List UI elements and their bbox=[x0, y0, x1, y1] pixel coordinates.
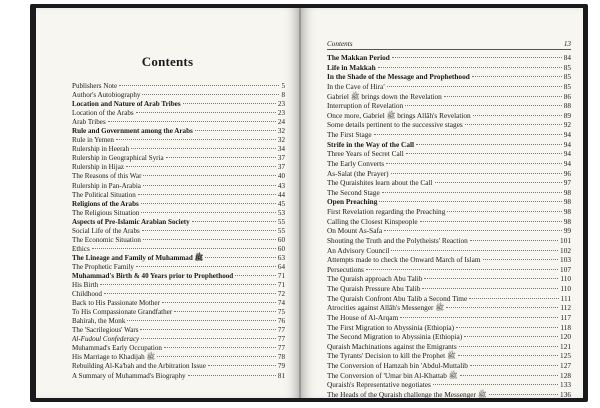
toc-leader-dots bbox=[136, 112, 276, 113]
toc-entry-title: The Quraishites learn about the Call bbox=[327, 178, 433, 188]
toc-leader-dots bbox=[162, 302, 276, 303]
toc-entry bbox=[327, 140, 571, 150]
toc-entry bbox=[327, 294, 571, 304]
toc-entry bbox=[327, 130, 571, 140]
toc-entry bbox=[72, 290, 285, 299]
toc-leader-dots bbox=[456, 327, 558, 328]
toc-entry-page: 81 bbox=[277, 371, 285, 380]
toc-entry bbox=[72, 317, 285, 326]
toc-entry-title: On Mount As-Safa bbox=[327, 226, 383, 236]
toc-entry bbox=[72, 263, 285, 272]
toc-entry bbox=[72, 362, 285, 371]
toc-leader-dots bbox=[164, 347, 276, 348]
toc-leader-dots bbox=[382, 192, 562, 193]
toc-entry-page: 94 bbox=[563, 130, 571, 139]
toc-leader-dots bbox=[374, 134, 562, 135]
toc-entry-title: The Early Converts bbox=[327, 158, 385, 168]
toc-entry-page: 120 bbox=[560, 332, 571, 342]
toc-entry-page: 37 bbox=[277, 154, 285, 163]
toc-entry-title: Open Preaching bbox=[327, 197, 378, 207]
toc-entry bbox=[327, 217, 571, 227]
toc-entry-title: The Economic Situation bbox=[72, 235, 141, 244]
toc-entry bbox=[72, 218, 285, 227]
toc-leader-dots bbox=[188, 375, 276, 376]
toc-entry-title: His Birth bbox=[72, 281, 99, 290]
toc-entry-page: 55 bbox=[277, 217, 285, 226]
toc-entry-page: 88 bbox=[563, 101, 571, 111]
toc-entry-title: Atrocities against Allâh's Messenger ﷺ bbox=[327, 303, 445, 313]
toc-entry bbox=[327, 111, 571, 121]
toc-leader-dots bbox=[205, 257, 276, 258]
toc-leader-dots bbox=[235, 275, 276, 276]
toc-entry-title: Calling the Closest Kinspeople bbox=[327, 216, 418, 226]
toc-leader-dots bbox=[473, 115, 562, 116]
toc-entry-title: Rulership in Pan-Arabia bbox=[72, 181, 141, 190]
toc-entry-page: 23 bbox=[277, 109, 285, 118]
toc-leader-dots bbox=[143, 185, 276, 186]
toc-entry-page: 96 bbox=[563, 168, 571, 178]
toc-leader-dots bbox=[141, 212, 276, 213]
toc-entry-page: 112 bbox=[560, 303, 571, 313]
toc-entry-page: 117 bbox=[560, 312, 571, 322]
toc-entry bbox=[72, 191, 285, 200]
toc-entry-title: Aspects of Pre-Islamic Arabian Society bbox=[72, 217, 190, 226]
toc-entry-title: Social Life of the Arabs bbox=[72, 226, 140, 235]
toc-entry-page: 98 bbox=[563, 197, 571, 207]
toc-entry bbox=[327, 169, 571, 179]
toc-entry-title: The Second Stage bbox=[327, 187, 380, 197]
toc-entry-page: 76 bbox=[277, 317, 285, 326]
toc-entry bbox=[72, 136, 285, 145]
toc-entry bbox=[327, 178, 571, 188]
toc-leader-dots bbox=[391, 173, 562, 174]
toc-entry bbox=[72, 209, 285, 218]
toc-entry-title: A Summary of Muhammad's Biography bbox=[72, 371, 186, 380]
toc-leader-dots bbox=[379, 201, 561, 202]
toc-entry-title: Shouting the Truth and the Polytheists' Reaction bbox=[327, 235, 468, 245]
toc-entry bbox=[327, 371, 571, 381]
toc-entry-page: 77 bbox=[277, 344, 285, 353]
toc-leader-dots bbox=[446, 307, 558, 308]
toc-entry-title: The Quraish approach Abu Talib bbox=[327, 274, 423, 284]
toc-entry-title: Some details pertinent to the successive stages bbox=[327, 120, 463, 130]
toc-leader-dots bbox=[116, 139, 276, 140]
toc-entry-title: Strife in the Way of the Call bbox=[327, 139, 415, 149]
toc-entry-title: An Advisory Council bbox=[327, 245, 390, 255]
toc-leader-dots bbox=[126, 166, 276, 167]
toc-entry-page: 37 bbox=[277, 163, 285, 172]
toc-entry-title: Quraish's Representative negotiates bbox=[327, 380, 431, 390]
toc-leader-dots bbox=[92, 248, 276, 249]
toc-entry-title: In the Shade of the Message and Prophethood bbox=[327, 72, 470, 82]
toc-leader-dots bbox=[416, 144, 562, 145]
toc-entry bbox=[327, 82, 571, 92]
toc-entry-page: 125 bbox=[560, 351, 571, 361]
toc-entry-title: The 'Sacrilegious' Wars bbox=[72, 326, 139, 335]
right-toc-list bbox=[327, 53, 571, 398]
toc-leader-dots bbox=[420, 221, 562, 222]
toc-entry-title: His Marriage to Khadijah ﷺ bbox=[72, 353, 156, 362]
toc-entry-page: 32 bbox=[277, 127, 285, 136]
toc-entry-page: 72 bbox=[277, 290, 285, 299]
toc-entry-page: 92 bbox=[563, 120, 571, 130]
toc-leader-dots bbox=[174, 311, 276, 312]
toc-entry-page: 98 bbox=[563, 207, 571, 216]
toc-leader-dots bbox=[469, 298, 558, 299]
toc-entry-page: 60 bbox=[277, 244, 285, 253]
toc-entry bbox=[327, 92, 571, 102]
toc-entry-page: 136 bbox=[560, 389, 571, 398]
toc-leader-dots bbox=[424, 278, 558, 279]
toc-entry-title: First Revelation regarding the Preaching bbox=[327, 207, 446, 216]
toc-entry bbox=[72, 145, 285, 154]
toc-entry bbox=[327, 236, 571, 246]
toc-entry-page: 101 bbox=[560, 235, 571, 245]
toc-entry bbox=[72, 154, 285, 163]
toc-entry-page: 64 bbox=[277, 262, 285, 271]
toc-entry-title: Three Years of Secret Call bbox=[327, 149, 404, 159]
running-head-page-number: 13 bbox=[563, 40, 571, 48]
toc-entry-title: The Prophetic Family bbox=[72, 262, 134, 271]
toc-leader-dots bbox=[141, 203, 276, 204]
toc-entry-page: 86 bbox=[563, 91, 571, 101]
toc-entry-page: 127 bbox=[560, 361, 571, 370]
toc-entry-page: 8 bbox=[281, 91, 285, 100]
toc-entry-title: Quraish Machinations against the Emigrants bbox=[327, 341, 457, 351]
toc-entry-page: 63 bbox=[277, 253, 285, 262]
toc-entry bbox=[327, 361, 571, 371]
toc-entry-title: Back to His Passionate Mother bbox=[72, 299, 160, 308]
toc-entry bbox=[72, 272, 285, 281]
toc-entry-page: 121 bbox=[560, 341, 571, 351]
toc-leader-dots bbox=[108, 121, 276, 122]
toc-entry-page: 60 bbox=[277, 235, 285, 244]
toc-entry-title: The Second Migration to Abyssinia (Ethiopia) bbox=[327, 332, 463, 342]
toc-entry bbox=[72, 254, 285, 263]
toc-entry-title: Rulership in Hijaz bbox=[72, 163, 125, 172]
toc-leader-dots bbox=[192, 221, 276, 222]
toc-leader-dots bbox=[483, 259, 558, 260]
toc-leader-dots bbox=[157, 356, 276, 357]
toc-leader-dots bbox=[384, 230, 562, 231]
toc-entry-title: In the Cave of Hira' bbox=[327, 81, 385, 91]
toc-leader-dots bbox=[405, 105, 562, 106]
running-head-title: Contents bbox=[327, 40, 353, 48]
toc-entry-title: The First Migration to Abyssinia (Ethiopia) bbox=[327, 322, 455, 332]
toc-entry-title: Attempts made to check the Onward March of Islam bbox=[327, 255, 481, 265]
toc-entry bbox=[327, 342, 571, 352]
toc-entry-page: 110 bbox=[560, 284, 571, 293]
toc-entry-page: 44 bbox=[277, 190, 285, 199]
toc-entry-page: 40 bbox=[277, 172, 285, 181]
toc-entry-page: 74 bbox=[277, 299, 285, 308]
toc-entry bbox=[327, 284, 571, 294]
toc-entry-page: 133 bbox=[560, 380, 571, 390]
toc-entry bbox=[327, 265, 571, 275]
toc-entry-title: The Tyrants' Decision to kill the Prophet ﷺ bbox=[327, 351, 456, 361]
toc-entry bbox=[327, 53, 571, 63]
toc-entry-title: The Conversion of 'Umar bin Al-Khattab ﷺ bbox=[327, 370, 458, 380]
toc-entry bbox=[327, 120, 571, 130]
toc-entry-title: Al-Fudoul Confederacy bbox=[72, 335, 140, 344]
toc-entry-page: 94 bbox=[563, 158, 571, 168]
toc-entry bbox=[327, 323, 571, 333]
toc-entry-title: Rule in Yemen bbox=[72, 136, 114, 145]
toc-leader-dots bbox=[138, 194, 276, 195]
toc-entry bbox=[327, 380, 571, 390]
running-head bbox=[327, 40, 571, 50]
toc-entry-title: Childhood bbox=[72, 290, 102, 299]
toc-leader-dots bbox=[140, 329, 275, 330]
toc-entry bbox=[327, 351, 571, 361]
toc-entry-title: Location and Nature of Arab Tribes bbox=[72, 100, 181, 109]
toc-entry bbox=[327, 188, 571, 198]
toc-entry-page: 97 bbox=[563, 178, 571, 188]
toc-entry-page: 94 bbox=[563, 149, 571, 159]
toc-entry bbox=[327, 274, 571, 284]
toc-entry-title: Location of the Arabs bbox=[72, 109, 134, 118]
toc-entry bbox=[72, 118, 285, 127]
toc-leader-dots bbox=[435, 182, 562, 183]
toc-leader-dots bbox=[391, 250, 558, 251]
toc-entry-page: 55 bbox=[277, 226, 285, 235]
toc-entry bbox=[327, 197, 571, 207]
toc-leader-dots bbox=[183, 103, 276, 104]
toc-entry bbox=[327, 226, 571, 236]
left-toc-list bbox=[72, 82, 285, 381]
toc-entry-title: Rulership in Heerah bbox=[72, 145, 130, 154]
toc-entry bbox=[72, 372, 285, 381]
toc-entry-page: 85 bbox=[563, 62, 571, 72]
toc-entry bbox=[72, 100, 285, 109]
toc-entry-page: 103 bbox=[560, 255, 571, 265]
toc-leader-dots bbox=[127, 320, 276, 321]
toc-entry-page: 85 bbox=[563, 72, 571, 82]
toc-entry-title: The Reasons of this War bbox=[72, 172, 142, 181]
toc-entry-title: Gabriel ﷺ brings down the Revelation bbox=[327, 91, 442, 101]
toc-entry-page: 45 bbox=[277, 199, 285, 208]
toc-leader-dots bbox=[366, 269, 558, 270]
toc-entry bbox=[327, 101, 571, 111]
toc-entry-page: 85 bbox=[563, 81, 571, 91]
toc-entry bbox=[72, 200, 285, 209]
toc-leader-dots bbox=[444, 96, 562, 97]
toc-entry-page: 23 bbox=[277, 100, 285, 109]
toc-leader-dots bbox=[465, 124, 562, 125]
toc-entry-title: The Political Situation bbox=[72, 190, 136, 199]
toc-leader-dots bbox=[142, 94, 279, 95]
toc-entry bbox=[72, 82, 285, 91]
toc-entry-page: 71 bbox=[277, 271, 285, 280]
toc-entry-title: The Religious Situation bbox=[72, 208, 140, 217]
toc-leader-dots bbox=[378, 67, 562, 68]
toc-leader-dots bbox=[458, 355, 558, 356]
toc-leader-dots bbox=[100, 284, 276, 285]
toc-entry-page: 34 bbox=[277, 145, 285, 154]
toc-entry-page: 79 bbox=[277, 362, 285, 371]
toc-leader-dots bbox=[136, 266, 276, 267]
toc-leader-dots bbox=[447, 211, 561, 212]
toc-entry-title: Muhammad's Early Occupation bbox=[72, 344, 162, 353]
toc-entry bbox=[327, 63, 571, 73]
toc-leader-dots bbox=[472, 76, 562, 77]
toc-leader-dots bbox=[104, 293, 276, 294]
left-page bbox=[36, 8, 299, 398]
toc-leader-dots bbox=[464, 336, 558, 337]
toc-entry bbox=[72, 109, 285, 118]
toc-entry-page: 71 bbox=[277, 281, 285, 290]
toc-entry-title: The Makkan Period bbox=[327, 53, 390, 62]
toc-entry bbox=[72, 91, 285, 100]
toc-entry bbox=[72, 127, 285, 136]
toc-entry-page: 98 bbox=[563, 216, 571, 226]
right-page bbox=[301, 8, 583, 398]
toc-entry-title: Arab Tribes bbox=[72, 118, 106, 127]
toc-entry-title: Religions of the Arabs bbox=[72, 199, 139, 208]
toc-leader-dots bbox=[143, 239, 276, 240]
toc-entry-title: Author's Autobiography bbox=[72, 91, 141, 100]
toc-leader-dots bbox=[400, 317, 558, 318]
toc-leader-dots bbox=[459, 346, 558, 347]
toc-entry-title: The Quraish Confront Abu Talib a Second Time bbox=[327, 293, 468, 303]
toc-entry-title: Rule and Government among the Arabs bbox=[72, 127, 193, 136]
toc-leader-dots bbox=[422, 288, 558, 289]
toc-entry-page: 102 bbox=[560, 245, 571, 255]
toc-entry-title: Ethics bbox=[72, 244, 90, 253]
toc-leader-dots bbox=[460, 375, 559, 376]
toc-entry bbox=[72, 326, 285, 335]
toc-leader-dots bbox=[143, 175, 275, 176]
toc-entry bbox=[72, 163, 285, 172]
toc-leader-dots bbox=[406, 153, 562, 154]
toc-leader-dots bbox=[119, 85, 279, 86]
toc-entry bbox=[327, 390, 571, 398]
toc-entry-page: 98 bbox=[563, 187, 571, 197]
toc-entry bbox=[72, 245, 285, 254]
toc-leader-dots bbox=[142, 230, 276, 231]
toc-entry bbox=[72, 182, 285, 191]
toc-entry bbox=[327, 149, 571, 159]
toc-entry-title: Muhammad's Birth & 40 Years prior to Prophethood bbox=[72, 271, 234, 280]
toc-leader-dots bbox=[489, 394, 558, 395]
toc-entry-title: The First Stage bbox=[327, 130, 372, 139]
toc-entry-title: Interruption of Revelation bbox=[327, 101, 404, 111]
toc-entry bbox=[327, 207, 571, 217]
toc-entry-title: The House of Al-Arqam bbox=[327, 312, 399, 322]
toc-leader-dots bbox=[433, 384, 558, 385]
toc-entry-page: 32 bbox=[277, 136, 285, 145]
toc-entry-page: 24 bbox=[277, 118, 285, 127]
toc-entry-title: To His Compassionate Grandfather bbox=[72, 308, 173, 317]
toc-entry bbox=[327, 303, 571, 313]
toc-leader-dots bbox=[195, 130, 276, 131]
toc-leader-dots bbox=[166, 157, 276, 158]
toc-entry bbox=[72, 172, 285, 181]
toc-leader-dots bbox=[131, 148, 276, 149]
toc-entry-title: Once more, Gabriel ﷺ brings Allâh's Revelation bbox=[327, 110, 471, 120]
toc-entry-title: Persecutions bbox=[327, 264, 364, 274]
toc-entry bbox=[72, 335, 285, 344]
toc-entry-page: 84 bbox=[563, 53, 571, 62]
toc-entry-title: The Lineage and Family of Muhammad ﷺ bbox=[72, 253, 204, 262]
toc-entry-page: 94 bbox=[563, 139, 571, 149]
toc-entry-title: Rebuilding Al-Ka'bah and the Arbitration Issue bbox=[72, 362, 206, 371]
toc-entry-page: 110 bbox=[560, 274, 571, 284]
toc-entry bbox=[72, 308, 285, 317]
toc-entry-title: The Heads of the Quraish challenge the Messenger ﷺ bbox=[327, 389, 487, 398]
toc-leader-dots bbox=[392, 57, 562, 58]
toc-entry bbox=[72, 353, 285, 362]
toc-leader-dots bbox=[470, 365, 558, 366]
toc-entry-page: 111 bbox=[560, 293, 571, 303]
toc-leader-dots bbox=[208, 365, 276, 366]
toc-entry-page: 118 bbox=[560, 322, 571, 332]
toc-entry-title: The Conversion of Hamzah bin 'Abdul-Muttalib bbox=[327, 361, 468, 370]
toc-entry-page: 5 bbox=[281, 82, 285, 90]
toc-entry-page: 77 bbox=[277, 335, 285, 344]
toc-entry-page: 77 bbox=[277, 326, 285, 335]
toc-entry bbox=[327, 313, 571, 323]
toc-entry-page: 75 bbox=[277, 308, 285, 317]
toc-entry bbox=[72, 299, 285, 308]
toc-entry bbox=[72, 281, 285, 290]
toc-entry-title: Rulership in Geographical Syria bbox=[72, 154, 164, 163]
toc-entry bbox=[72, 227, 285, 236]
toc-entry-page: 78 bbox=[277, 353, 285, 362]
toc-entry bbox=[327, 159, 571, 169]
toc-entry bbox=[327, 332, 571, 342]
toc-entry-page: 128 bbox=[560, 370, 571, 380]
toc-entry-page: 89 bbox=[563, 110, 571, 120]
toc-entry bbox=[327, 246, 571, 256]
toc-leader-dots bbox=[386, 163, 562, 164]
toc-entry bbox=[327, 72, 571, 82]
contents-heading: Contents bbox=[141, 54, 194, 69]
toc-entry-title: As-Salat (the Prayer) bbox=[327, 168, 389, 178]
toc-entry-title: The Quraish Pressure Abu Talib bbox=[327, 284, 421, 293]
toc-entry-title: Bahirah, the Monk bbox=[72, 317, 126, 326]
toc-entry-page: 53 bbox=[277, 208, 285, 217]
toc-leader-dots bbox=[470, 240, 558, 241]
toc-entry-page: 107 bbox=[560, 264, 571, 274]
toc-leader-dots bbox=[387, 86, 562, 87]
toc-entry bbox=[72, 236, 285, 245]
toc-entry-page: 99 bbox=[563, 226, 571, 236]
toc-entry-page: 43 bbox=[277, 181, 285, 190]
toc-leader-dots bbox=[141, 338, 276, 339]
toc-entry bbox=[327, 255, 571, 265]
toc-entry-title: Life in Makkah bbox=[327, 62, 376, 72]
toc-entry-title: Publishers Note bbox=[72, 82, 118, 90]
